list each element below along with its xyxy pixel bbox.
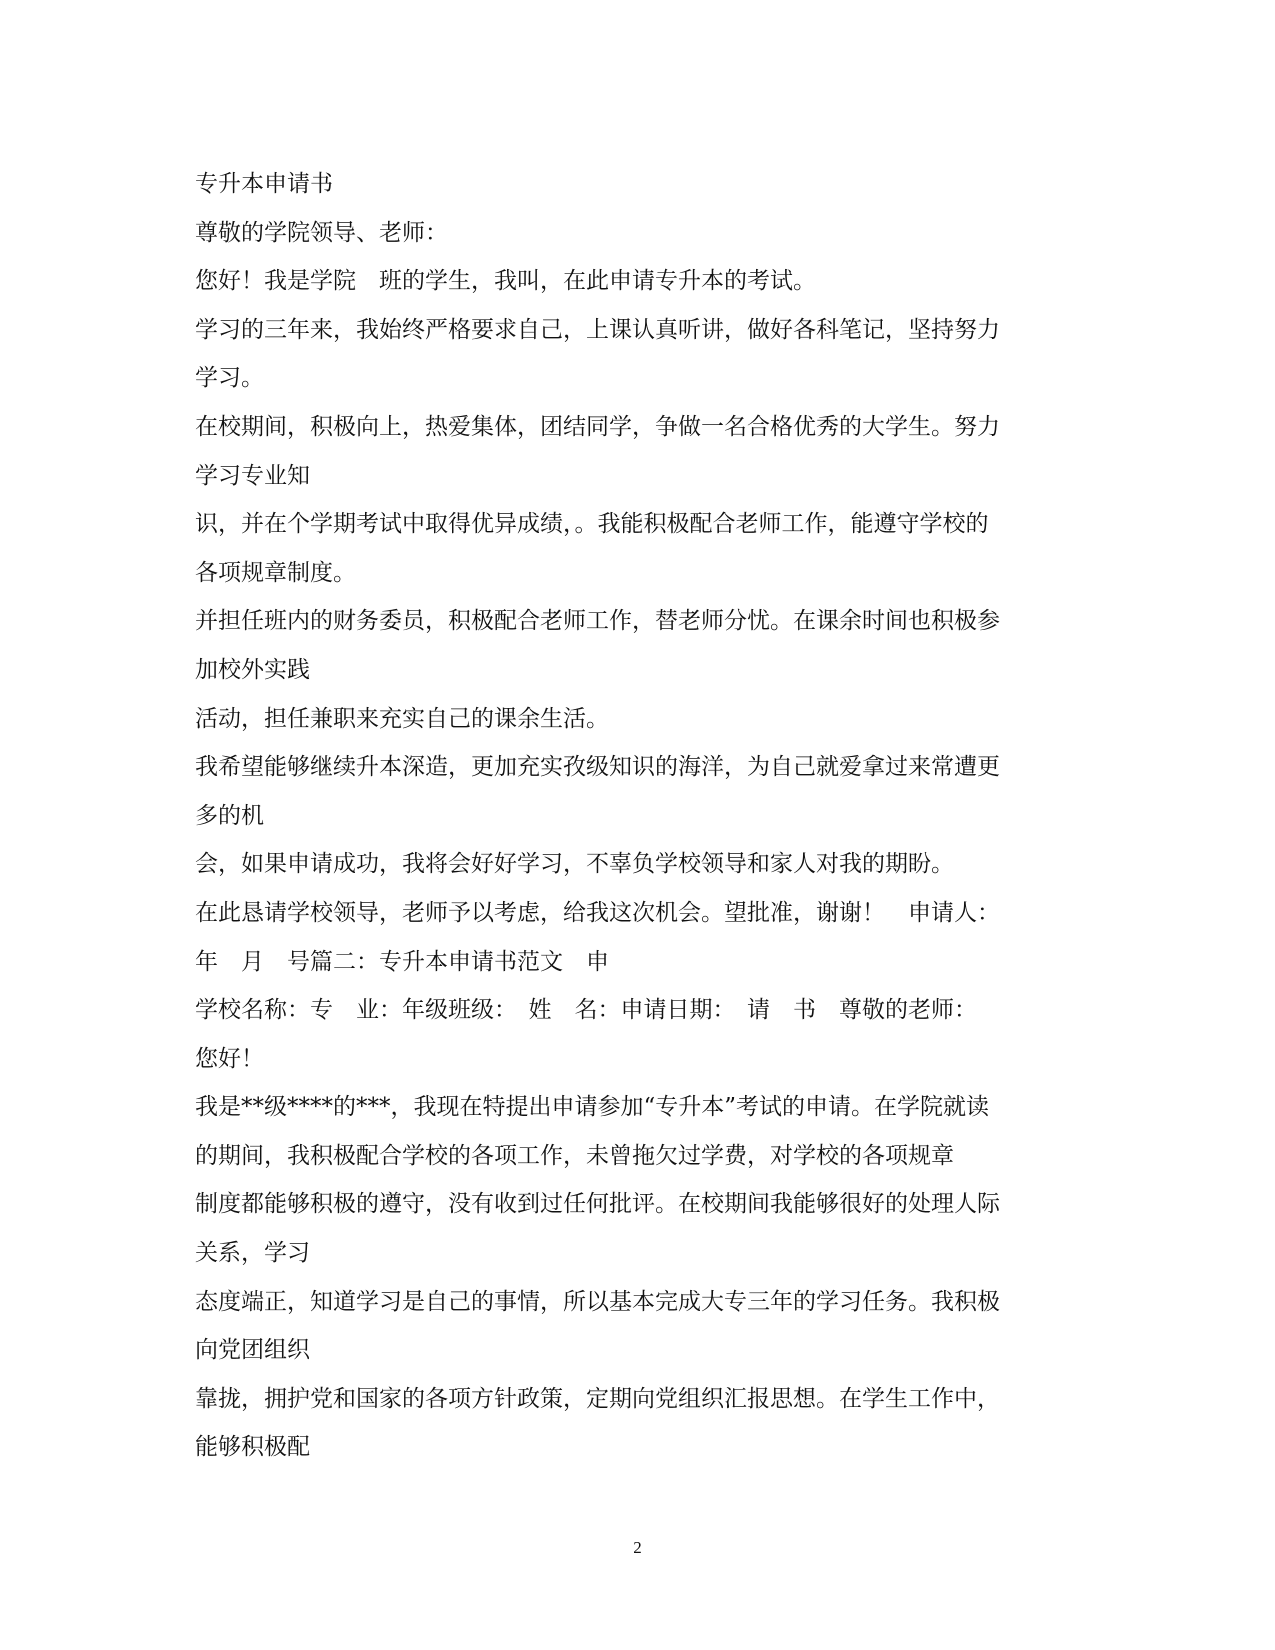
text-line: 学习专业知 xyxy=(195,462,310,489)
document-title: 专升本申请书 xyxy=(195,171,333,197)
text-line: 加校外实践 xyxy=(195,656,310,683)
text-line: 年 月 号篇二：专升本申请书范文 申 xyxy=(195,948,609,975)
page-number: 2 xyxy=(633,1538,642,1557)
text-line: 学校名称：专 业：年级班级： 姓 名：申请日期： 请 书 尊敬的老师： xyxy=(195,997,977,1024)
text-line: 的期间，我积极配合学校的各项工作，未曾拖欠过学费，对学校的各项规章 xyxy=(195,1142,954,1169)
text-line: 学习的三年来，我始终严格要求自己，上课认真听讲，做好各科笔记，坚持努力 xyxy=(195,316,1000,343)
text-line: 活动，担任兼职来充实自己的课余生活。 xyxy=(195,705,609,732)
text-line: 在此恳请学校领导，老师予以考虑，给我这次机会。望批准，谢谢！ 申请人： xyxy=(195,899,1000,926)
text-line: 学习。 xyxy=(195,365,264,392)
text-line: 您好！ xyxy=(195,1045,264,1072)
salutation: 尊敬的学院领导、老师： xyxy=(195,219,448,246)
text-line: 关系，学习 xyxy=(195,1240,310,1267)
text-line: 我是**级****的***，我现在特提出申请参加“专升本”考试的申请。在学院就读 xyxy=(195,1094,990,1121)
text-line: 您好！我是学院 班的学生，我叫，在此申请专升本的考试。 xyxy=(195,268,816,295)
text-line: 多的机 xyxy=(195,802,264,829)
text-line: 态度端正，知道学习是自己的事情，所以基本完成大专三年的学习任务。我积极 xyxy=(195,1288,1000,1315)
text-line: 识，并在个学期考试中取得优异成绩，。我能积极配合老师工作，能遵守学校的 xyxy=(195,511,989,538)
text-line: 在校期间，积极向上，热爱集体，团结同学，争做一名合格优秀的大学生。努力 xyxy=(195,413,1000,440)
text-line: 能够积极配 xyxy=(195,1434,310,1461)
text-line: 制度都能够积极的遵守，没有收到过任何批评。在校期间我能够很好的处理人际 xyxy=(195,1191,1000,1218)
text-line: 各项规章制度。 xyxy=(195,559,356,586)
text-line: 会，如果申请成功，我将会好好学习，不辜负学校领导和家人对我的期盼。 xyxy=(195,851,954,878)
text-line: 靠拢，拥护党和国家的各项方针政策，定期向党组织汇报思想。在学生工作中， xyxy=(195,1385,1000,1412)
text-line: 并担任班内的财务委员，积极配合老师工作，替老师分忧。在课余时间也积极参 xyxy=(195,608,1000,635)
document-body xyxy=(195,160,1085,1472)
text-line: 我希望能够继续升本深造，更加充实孜级知识的海洋，为自己就爱拿过来常遭更 xyxy=(195,754,1000,781)
text-line: 向党团组织 xyxy=(195,1337,310,1364)
